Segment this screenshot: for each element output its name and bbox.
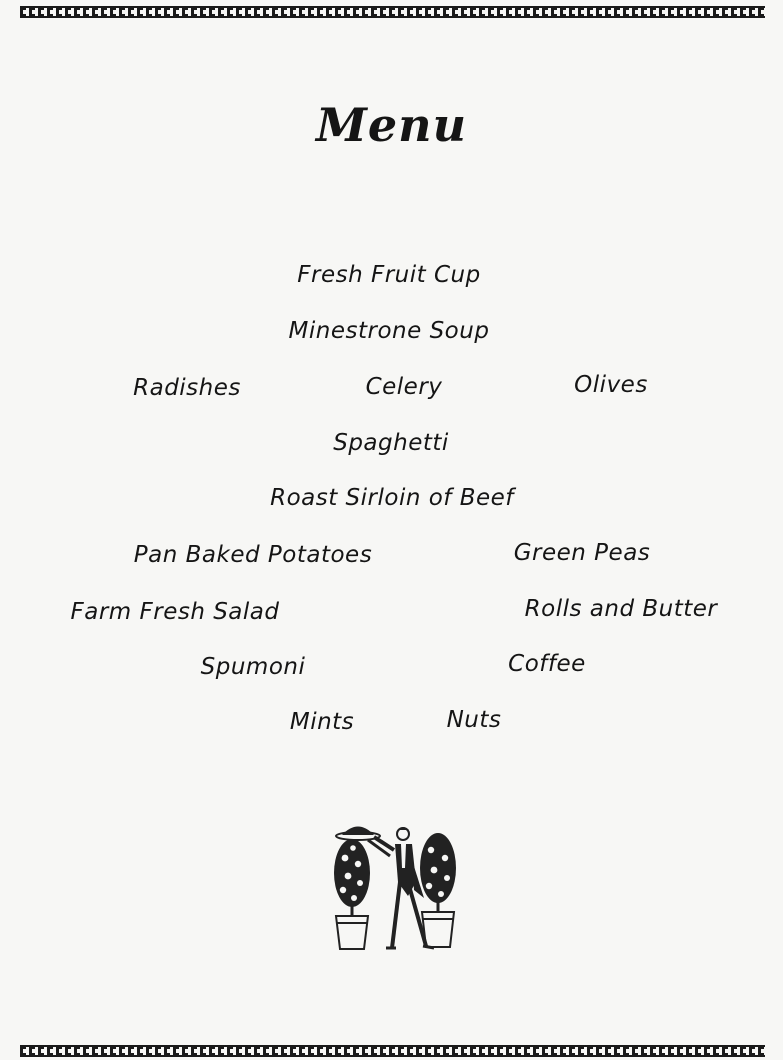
bottom-border-ornament bbox=[20, 1045, 765, 1057]
menu-item-coffee: Coffee bbox=[508, 651, 586, 677]
top-border-ornament bbox=[20, 6, 765, 18]
menu-item-spaghetti: Spaghetti bbox=[333, 430, 449, 456]
menu-item-soup: Minestrone Soup bbox=[288, 318, 490, 344]
menu-item-celery: Celery bbox=[365, 374, 443, 400]
waiter-with-potted-topiaries-icon bbox=[328, 820, 470, 952]
menu-item-spumoni: Spumoni bbox=[200, 654, 306, 680]
right-topiary-icon bbox=[420, 833, 456, 947]
menu-item-mints: Mints bbox=[289, 709, 355, 735]
menu-title: Menu bbox=[315, 98, 468, 152]
menu-item-radishes: Radishes bbox=[133, 375, 241, 401]
menu-item-salad: Farm Fresh Salad bbox=[70, 599, 280, 625]
menu-item-nuts: Nuts bbox=[446, 707, 502, 733]
menu-item-rolls: Rolls and Butter bbox=[524, 596, 718, 622]
menu-item-olives: Olives bbox=[574, 372, 648, 398]
menu-item-roast: Roast Sirloin of Beef bbox=[270, 485, 514, 511]
menu-item-peas: Green Peas bbox=[513, 540, 651, 566]
menu-item-fruit-cup: Fresh Fruit Cup bbox=[297, 262, 481, 288]
menu-item-potatoes: Pan Baked Potatoes bbox=[133, 542, 373, 568]
left-topiary-icon bbox=[334, 839, 370, 949]
